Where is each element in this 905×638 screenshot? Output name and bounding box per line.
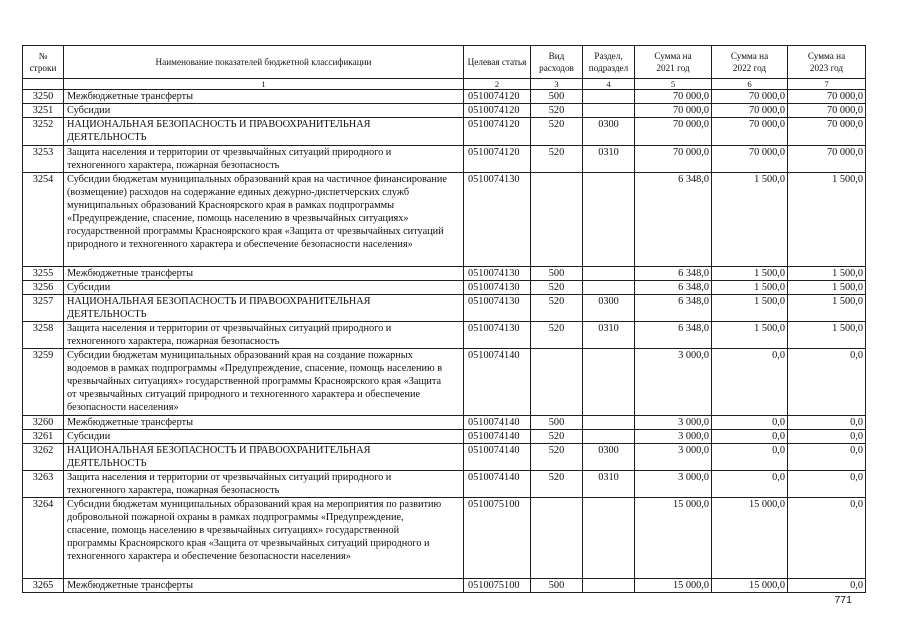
sum-2023-cell: 0,0 <box>788 498 866 579</box>
sum-2021-cell: 6 348,0 <box>635 322 712 349</box>
target-article-cell: 0510074120 <box>464 90 531 104</box>
target-article-cell: 0510074120 <box>464 118 531 146</box>
column-number: 4 <box>583 79 635 90</box>
sum-2023-cell: 1 500,0 <box>788 322 866 349</box>
sum-2021-cell: 15 000,0 <box>635 579 712 593</box>
expense-type-cell: 500 <box>531 579 583 593</box>
table-row <box>23 295 866 322</box>
header-sum-2023: Сумма на 2023 год <box>788 46 866 79</box>
sum-2023-cell: 70 000,0 <box>788 118 866 146</box>
indicator-name-cell: Межбюджетные трансферты <box>64 579 464 593</box>
sum-2023-cell: 70 000,0 <box>788 104 866 118</box>
table-row <box>23 90 866 104</box>
table-row <box>23 430 866 444</box>
sum-2021-cell: 3 000,0 <box>635 471 712 498</box>
sum-2023-cell: 70 000,0 <box>788 90 866 104</box>
table-row <box>23 444 866 471</box>
target-article-cell: 0510075100 <box>464 579 531 593</box>
target-article-cell: 0510074140 <box>464 416 531 430</box>
column-number: 7 <box>788 79 866 90</box>
sum-2021-cell: 70 000,0 <box>635 146 712 173</box>
target-article-cell: 0510074140 <box>464 349 531 416</box>
sum-2021-cell: 6 348,0 <box>635 295 712 322</box>
sum-2023-cell: 0,0 <box>788 430 866 444</box>
expense-type-cell <box>531 349 583 416</box>
row-number-cell: 3257 <box>23 295 64 322</box>
sum-2022-cell: 0,0 <box>712 471 788 498</box>
sum-2022-cell: 70 000,0 <box>712 90 788 104</box>
expense-type-cell: 520 <box>531 118 583 146</box>
sum-2021-cell: 70 000,0 <box>635 104 712 118</box>
table-row <box>23 173 866 267</box>
section-cell <box>583 173 635 267</box>
sum-2022-cell: 1 500,0 <box>712 295 788 322</box>
section-cell <box>583 498 635 579</box>
expense-type-cell: 520 <box>531 322 583 349</box>
indicator-name-cell: НАЦИОНАЛЬНАЯ БЕЗОПАСНОСТЬ И ПРАВООХРАНИТЕЛЬНАЯ ДЕЯТЕЛЬНОСТЬ <box>64 118 464 146</box>
expense-type-cell: 520 <box>531 146 583 173</box>
row-number-cell: 3251 <box>23 104 64 118</box>
target-article-cell: 0510074130 <box>464 322 531 349</box>
header-expense-type: Вид расходов <box>531 46 583 79</box>
sum-2023-cell: 0,0 <box>788 471 866 498</box>
table-row <box>23 267 866 281</box>
column-number: 3 <box>531 79 583 90</box>
sum-2023-cell: 1 500,0 <box>788 295 866 322</box>
sum-2021-cell: 3 000,0 <box>635 444 712 471</box>
sum-2023-cell: 0,0 <box>788 579 866 593</box>
row-number-cell: 3258 <box>23 322 64 349</box>
column-number-blank <box>23 79 64 90</box>
indicator-name-cell: Межбюджетные трансферты <box>64 267 464 281</box>
column-number: 6 <box>712 79 788 90</box>
table-row <box>23 498 866 579</box>
sum-2022-cell: 1 500,0 <box>712 267 788 281</box>
indicator-name-cell: Субсидии <box>64 281 464 295</box>
sum-2022-cell: 1 500,0 <box>712 173 788 267</box>
indicator-name-cell: Межбюджетные трансферты <box>64 90 464 104</box>
sum-2023-cell: 1 500,0 <box>788 267 866 281</box>
section-cell <box>583 267 635 281</box>
expense-type-cell: 520 <box>531 295 583 322</box>
sum-2022-cell: 0,0 <box>712 349 788 416</box>
expense-type-cell: 520 <box>531 281 583 295</box>
section-cell: 0310 <box>583 146 635 173</box>
column-number: 2 <box>464 79 531 90</box>
sum-2023-cell: 0,0 <box>788 444 866 471</box>
sum-2021-cell: 3 000,0 <box>635 349 712 416</box>
section-cell <box>583 90 635 104</box>
sum-2021-cell: 6 348,0 <box>635 267 712 281</box>
header-sum-2022: Сумма на 2022 год <box>712 46 788 79</box>
target-article-cell: 0510074140 <box>464 430 531 444</box>
indicator-name-cell: Субсидии <box>64 430 464 444</box>
sum-2021-cell: 6 348,0 <box>635 281 712 295</box>
table-row <box>23 579 866 593</box>
table-row <box>23 322 866 349</box>
indicator-name-cell: Защита населения и территории от чрезвычайных ситуаций природного и техногенного характера, пожарная безопасность <box>64 322 464 349</box>
sum-2021-cell: 6 348,0 <box>635 173 712 267</box>
sum-2022-cell: 15 000,0 <box>712 498 788 579</box>
section-cell <box>583 281 635 295</box>
expense-type-cell: 520 <box>531 444 583 471</box>
table-row <box>23 349 866 416</box>
section-cell <box>583 416 635 430</box>
table-row <box>23 104 866 118</box>
sum-2022-cell: 0,0 <box>712 444 788 471</box>
section-cell <box>583 104 635 118</box>
row-number-cell: 3263 <box>23 471 64 498</box>
expense-type-cell: 520 <box>531 104 583 118</box>
section-cell <box>583 430 635 444</box>
sum-2022-cell: 70 000,0 <box>712 146 788 173</box>
table-row <box>23 471 866 498</box>
sum-2022-cell: 70 000,0 <box>712 118 788 146</box>
sum-2022-cell: 0,0 <box>712 430 788 444</box>
target-article-cell: 0510074130 <box>464 295 531 322</box>
expense-type-cell <box>531 498 583 579</box>
row-number-cell: 3261 <box>23 430 64 444</box>
section-cell: 0310 <box>583 322 635 349</box>
sum-2022-cell: 1 500,0 <box>712 281 788 295</box>
table-row <box>23 416 866 430</box>
indicator-name-cell: НАЦИОНАЛЬНАЯ БЕЗОПАСНОСТЬ И ПРАВООХРАНИТЕЛЬНАЯ ДЕЯТЕЛЬНОСТЬ <box>64 295 464 322</box>
sum-2022-cell: 0,0 <box>712 416 788 430</box>
indicator-name-cell: Защита населения и территории от чрезвычайных ситуаций природного и техногенного характера, пожарная безопасность <box>64 471 464 498</box>
header-indicator-name: Наименование показателей бюджетной классификации <box>64 46 464 79</box>
budget-table <box>22 45 866 593</box>
target-article-cell: 0510074140 <box>464 471 531 498</box>
sum-2023-cell: 70 000,0 <box>788 146 866 173</box>
row-number-cell: 3250 <box>23 90 64 104</box>
expense-type-cell: 520 <box>531 471 583 498</box>
section-cell: 0300 <box>583 295 635 322</box>
expense-type-cell: 500 <box>531 416 583 430</box>
target-article-cell: 0510074130 <box>464 173 531 267</box>
target-article-cell: 0510074120 <box>464 104 531 118</box>
sum-2021-cell: 70 000,0 <box>635 90 712 104</box>
indicator-name-cell: Субсидии бюджетам муниципальных образований края на частичное финансирование (возмещение) расходов на содержание единых дежурно-диспетчерских служб муниципальных образований Красноярского края в рамках подпрограммы «Предупреждение, спасение, помощь населению в чрезвычайных ситуациях» государственной программы Красноярского края «Защита от чрезвычайных ситуаций природного и техногенного характера и обеспечение безопасности населения» <box>64 173 464 267</box>
sum-2023-cell: 0,0 <box>788 416 866 430</box>
column-number-row <box>23 79 866 90</box>
target-article-cell: 0510075100 <box>464 498 531 579</box>
sum-2022-cell: 1 500,0 <box>712 322 788 349</box>
row-number-cell: 3260 <box>23 416 64 430</box>
indicator-name-cell: Межбюджетные трансферты <box>64 416 464 430</box>
target-article-cell: 0510074130 <box>464 281 531 295</box>
row-number-cell: 3255 <box>23 267 64 281</box>
indicator-name-cell: Субсидии бюджетам муниципальных образований края на мероприятия по развитию добровольной пожарной охраны в рамках подпрограммы «Предупреждение, спасение, помощь населению в чрезвычайных ситуациях» государственной программы Красноярского края «Защита от чрезвычайных ситуаций природного и техногенного характера и обеспечение безопасности населения» <box>64 498 464 579</box>
indicator-name-cell: НАЦИОНАЛЬНАЯ БЕЗОПАСНОСТЬ И ПРАВООХРАНИТЕЛЬНАЯ ДЕЯТЕЛЬНОСТЬ <box>64 444 464 471</box>
target-article-cell: 0510074130 <box>464 267 531 281</box>
sum-2023-cell: 1 500,0 <box>788 173 866 267</box>
row-number-cell: 3264 <box>23 498 64 579</box>
row-number-cell: 3254 <box>23 173 64 267</box>
section-cell: 0310 <box>583 471 635 498</box>
row-number-cell: 3259 <box>23 349 64 416</box>
column-number: 5 <box>635 79 712 90</box>
table-header-row <box>23 46 866 79</box>
table-row <box>23 281 866 295</box>
row-number-cell: 3256 <box>23 281 64 295</box>
header-section: Раздел, подраздел <box>583 46 635 79</box>
header-row-number: № строки <box>23 46 64 79</box>
expense-type-cell: 500 <box>531 267 583 281</box>
sum-2021-cell: 3 000,0 <box>635 416 712 430</box>
section-cell <box>583 349 635 416</box>
sum-2022-cell: 70 000,0 <box>712 104 788 118</box>
row-number-cell: 3265 <box>23 579 64 593</box>
expense-type-cell: 520 <box>531 430 583 444</box>
sum-2021-cell: 15 000,0 <box>635 498 712 579</box>
indicator-name-cell: Субсидии бюджетам муниципальных образований края на создание пожарных водоемов в рамках подпрограммы «Предупреждение, спасение, помощь населению в чрезвычайных ситуациях» государственной программы Красноярского края «Защита от чрезвычайных ситуаций природного и техногенного характера и обеспечение безопасности населения» <box>64 349 464 416</box>
expense-type-cell: 500 <box>531 90 583 104</box>
row-number-cell: 3262 <box>23 444 64 471</box>
row-number-cell: 3253 <box>23 146 64 173</box>
indicator-name-cell: Субсидии <box>64 104 464 118</box>
header-sum-2021: Сумма на 2021 год <box>635 46 712 79</box>
sum-2021-cell: 70 000,0 <box>635 118 712 146</box>
section-cell: 0300 <box>583 444 635 471</box>
sum-2022-cell: 15 000,0 <box>712 579 788 593</box>
target-article-cell: 0510074120 <box>464 146 531 173</box>
page-number: 771 <box>834 594 852 606</box>
sum-2023-cell: 0,0 <box>788 349 866 416</box>
header-target-article: Целевая статья <box>464 46 531 79</box>
table-row <box>23 146 866 173</box>
section-cell: 0300 <box>583 118 635 146</box>
section-cell <box>583 579 635 593</box>
indicator-name-cell: Защита населения и территории от чрезвычайных ситуаций природного и техногенного характера, пожарная безопасность <box>64 146 464 173</box>
sum-2023-cell: 1 500,0 <box>788 281 866 295</box>
expense-type-cell <box>531 173 583 267</box>
table-row <box>23 118 866 146</box>
target-article-cell: 0510074140 <box>464 444 531 471</box>
column-number: 1 <box>64 79 464 90</box>
sum-2021-cell: 3 000,0 <box>635 430 712 444</box>
row-number-cell: 3252 <box>23 118 64 146</box>
